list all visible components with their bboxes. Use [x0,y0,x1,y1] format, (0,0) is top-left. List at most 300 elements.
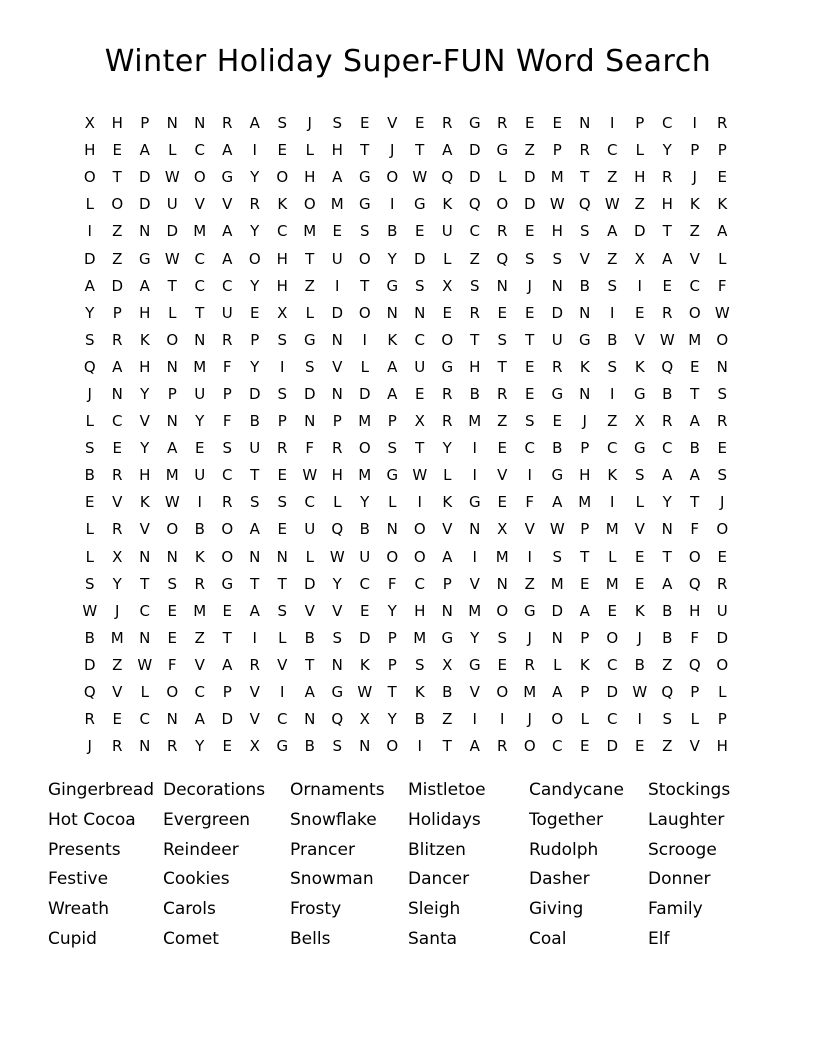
word-item: Sleigh [408,899,461,920]
grid-letter: S [277,493,288,512]
grid-letter: L [85,547,94,566]
grid-letter: U [194,384,206,403]
grid-letter: T [305,249,315,268]
grid-letter: C [689,276,700,295]
grid-letter: M [550,168,564,187]
grid-letter: C [469,222,480,241]
grid-letter: S [552,547,563,566]
grid-letter: C [607,141,618,160]
word-item: Stockings [648,780,731,800]
grid-letter: N [551,628,563,647]
letter-grid [76,110,736,760]
grid-letter: V [387,114,398,133]
grid-letter: H [276,276,288,295]
grid-letter: U [414,357,426,376]
word-column [290,776,408,955]
grid-letter: Y [140,384,150,403]
grid-letter: V [579,249,590,268]
grid-letter: O [386,737,399,756]
grid-letter: S [249,493,260,512]
grid-letter: D [413,249,426,268]
word-column [48,776,163,955]
grid-letter: B [249,412,260,431]
grid-letter: E [580,737,590,756]
grid-letter: W [412,466,428,485]
grid-letter: S [387,439,398,458]
grid-letter: S [167,574,178,593]
word-item: Dasher [529,869,590,890]
grid-letter: L [580,710,589,729]
grid-letter: E [580,574,590,593]
grid-letter: M [413,628,427,647]
grid-letter: A [607,222,618,241]
grid-letter: V [249,710,260,729]
grid-letter: N [716,357,728,376]
word-item: Family [648,899,703,920]
grid-letter: Z [442,710,453,729]
grid-letter: O [551,710,564,729]
grid-letter: P [690,683,700,702]
grid-letter: D [358,628,371,647]
grid-letter: C [112,412,123,431]
grid-letter: O [496,195,509,214]
word-item: Candycane [529,780,624,800]
grid-letter: M [523,683,537,702]
grid-letter: E [277,466,287,485]
grid-letter: E [360,601,370,620]
grid-letter: R [662,303,673,322]
grid-letter: M [358,466,372,485]
grid-letter: G [551,384,564,403]
grid-letter: A [139,276,150,295]
grid-letter: L [305,141,314,160]
grid-letter: E [277,520,287,539]
grid-letter: T [497,357,507,376]
grid-letter: X [634,249,645,268]
grid-letter: S [524,249,535,268]
grid-letter: Z [112,222,123,241]
grid-letter: I [87,222,92,241]
grid-letter: M [468,601,482,620]
grid-letter: F [690,628,700,647]
word-item: Festive [48,869,109,890]
grid-letter: E [497,493,507,512]
grid-letter: Z [662,737,673,756]
grid-letter: A [222,141,233,160]
grid-letter: R [442,384,453,403]
grid-letter: B [414,710,425,729]
grid-letter: N [276,547,288,566]
grid-letter: E [607,601,617,620]
grid-letter: S [634,466,645,485]
grid-letter: Z [634,195,645,214]
grid-letter: W [412,168,428,187]
grid-letter: G [578,330,591,349]
grid-letter: Q [688,655,701,674]
grid-letter: Y [195,737,205,756]
grid-letter: Y [250,276,260,295]
grid-letter: B [634,655,645,674]
grid-letter: P [717,710,727,729]
grid-letter: R [469,303,480,322]
grid-letter: K [277,195,288,214]
grid-letter: J [527,710,532,729]
grid-letter: T [525,330,535,349]
grid-letter: M [688,330,702,349]
word-item: Elf [648,928,670,949]
word-column [163,776,290,955]
grid-letter: V [689,737,700,756]
grid-letter: Q [83,683,96,702]
grid-letter: W [714,303,730,322]
grid-letter: R [524,655,535,674]
word-item: Dancer [408,869,470,890]
grid-letter: G [138,249,151,268]
grid-letter: P [387,655,397,674]
grid-letter: O [688,303,701,322]
grid-letter: Y [112,574,122,593]
grid-letter: M [303,222,317,241]
grid-letter: S [277,330,288,349]
grid-letter: R [497,737,508,756]
grid-letter: R [222,493,233,512]
grid-letter: Q [578,195,591,214]
grid-letter: H [139,466,151,485]
grid-letter: Z [497,412,508,431]
grid-letter: E [112,439,122,458]
grid-letter: O [386,168,399,187]
grid-letter: O [496,683,509,702]
grid-letter: R [249,655,260,674]
grid-letter: D [358,384,371,403]
grid-letter: W [604,195,620,214]
grid-letter: O [276,168,289,187]
grid-letter: G [331,683,344,702]
grid-letter: Y [250,168,260,187]
grid-letter: N [304,412,316,431]
grid-letter: E [442,303,452,322]
grid-letter: G [386,276,399,295]
grid-letter: B [359,520,370,539]
grid-letter: D [166,222,179,241]
grid-letter: W [302,466,318,485]
word-item: Holidays [408,809,481,830]
grid-letter: B [387,222,398,241]
grid-letter: Z [607,168,618,187]
grid-letter: N [166,357,178,376]
grid-letter: P [167,384,177,403]
grid-letter: I [280,683,285,702]
grid-letter: P [580,683,590,702]
grid-letter: G [441,357,454,376]
grid-letter: N [166,710,178,729]
grid-letter: Y [195,412,205,431]
grid-letter: E [497,655,507,674]
grid-letter: N [249,547,261,566]
grid-letter: O [221,520,234,539]
grid-letter: W [329,547,345,566]
grid-letter: S [222,439,233,458]
grid-letter: A [552,493,563,512]
grid-letter: L [718,249,727,268]
grid-letter: L [388,493,397,512]
grid-letter: E [250,303,260,322]
grid-letter: J [720,493,725,512]
grid-letter: A [332,168,343,187]
grid-letter: N [139,628,151,647]
grid-letter: C [304,493,315,512]
grid-letter: V [469,574,480,593]
grid-letter: A [249,520,260,539]
grid-letter: Q [468,195,481,214]
grid-letter: G [633,384,646,403]
puzzle-title: Winter Holiday Super-FUN Word Search [104,44,712,79]
grid-letter: S [524,412,535,431]
grid-letter: H [139,357,151,376]
grid-letter: K [139,493,150,512]
word-item: Comet [163,928,219,949]
grid-letter: S [552,249,563,268]
word-item: Carols [163,899,216,920]
grid-letter: P [387,628,397,647]
grid-letter: J [390,141,395,160]
grid-letter: L [305,547,314,566]
grid-letter: S [607,357,618,376]
grid-letter: E [277,141,287,160]
grid-letter: Y [387,249,397,268]
grid-letter: G [221,574,234,593]
grid-letter: P [250,330,260,349]
grid-letter: N [386,303,398,322]
word-item: Cupid [48,928,97,949]
grid-letter: C [222,466,233,485]
grid-letter: C [662,114,673,133]
grid-letter: C [414,574,425,593]
grid-letter: K [579,357,590,376]
grid-letter: C [194,141,205,160]
grid-letter: D [248,384,261,403]
grid-letter: F [525,493,535,512]
grid-letter: E [635,574,645,593]
grid-letter: D [331,303,344,322]
grid-letter: I [362,330,367,349]
word-list [48,776,768,955]
grid-letter: S [277,601,288,620]
grid-letter: K [442,195,453,214]
grid-letter: E [525,114,535,133]
grid-letter: R [249,195,260,214]
grid-letter: L [85,195,94,214]
grid-letter: B [662,628,673,647]
grid-letter: H [304,168,316,187]
grid-letter: I [610,493,615,512]
grid-letter: T [415,141,425,160]
grid-letter: U [441,222,453,241]
grid-letter: T [470,330,480,349]
grid-letter: M [605,520,619,539]
word-item: Together [529,809,604,830]
grid-letter: W [137,655,153,674]
grid-letter: Q [496,249,509,268]
grid-letter: T [250,466,260,485]
grid-letter: Y [332,574,342,593]
grid-letter: K [442,493,453,512]
grid-letter: A [222,222,233,241]
grid-letter: H [551,222,563,241]
grid-letter: H [84,141,96,160]
grid-letter: W [632,683,648,702]
grid-letter: N [304,710,316,729]
grid-letter: S [84,439,95,458]
grid-letter: O [193,168,206,187]
grid-letter: M [550,574,564,593]
grid-letter: W [164,249,180,268]
grid-letter: A [717,222,728,241]
grid-letter: X [442,655,453,674]
grid-letter: G [303,330,316,349]
grid-letter: A [139,141,150,160]
grid-letter: O [716,520,729,539]
grid-letter: O [166,683,179,702]
grid-letter: Y [662,141,672,160]
grid-letter: H [276,249,288,268]
grid-letter: L [85,520,94,539]
grid-letter: F [690,520,700,539]
grid-letter: N [331,384,343,403]
grid-letter: L [608,547,617,566]
grid-letter: O [221,547,234,566]
grid-letter: H [414,601,426,620]
grid-letter: N [359,737,371,756]
grid-letter: E [195,439,205,458]
grid-letter: L [168,303,177,322]
grid-letter: Y [85,303,95,322]
grid-letter: D [606,737,619,756]
grid-letter: K [139,330,150,349]
grid-letter: D [468,141,481,160]
word-item: Laughter [648,809,725,830]
grid-letter: W [549,195,565,214]
word-item: Snowflake [290,809,377,830]
grid-letter: I [610,384,615,403]
grid-letter: O [386,547,399,566]
grid-letter: J [115,601,120,620]
grid-letter: E [415,114,425,133]
grid-letter: F [167,655,177,674]
grid-letter: D [551,601,564,620]
grid-letter: C [277,710,288,729]
grid-letter: K [717,195,728,214]
grid-letter: L [168,141,177,160]
grid-letter: I [390,195,395,214]
grid-letter: L [360,357,369,376]
grid-letter: N [139,737,151,756]
grid-letter: T [222,628,232,647]
grid-letter: C [414,330,425,349]
grid-letter: S [277,384,288,403]
grid-letter: E [525,303,535,322]
grid-letter: C [607,710,618,729]
grid-letter: E [497,439,507,458]
grid-letter: C [359,574,370,593]
grid-letter: D [303,384,316,403]
grid-letter: O [111,195,124,214]
grid-letter: P [580,439,590,458]
grid-letter: E [222,737,232,756]
grid-letter: C [139,710,150,729]
grid-letter: E [167,601,177,620]
grid-letter: L [498,168,507,187]
grid-letter: Y [360,493,370,512]
grid-letter: T [580,547,590,566]
word-item: Wreath [48,899,109,920]
grid-letter: D [716,628,729,647]
grid-letter: A [662,574,673,593]
grid-letter: U [194,466,206,485]
grid-letter: E [85,493,95,512]
grid-letter: R [552,357,563,376]
grid-letter: I [197,493,202,512]
grid-letter: V [194,195,205,214]
grid-letter: A [194,710,205,729]
grid-letter: N [414,303,426,322]
grid-letter: F [305,439,315,458]
word-item: Scrooge [648,839,717,860]
word-item: Evergreen [163,809,251,830]
grid-letter: X [442,276,453,295]
grid-letter: P [580,628,590,647]
grid-letter: Z [524,574,535,593]
grid-letter: A [552,683,563,702]
grid-letter: S [332,737,343,756]
grid-letter: R [717,574,728,593]
grid-letter: Z [524,141,535,160]
grid-letter: A [304,683,315,702]
grid-letter: E [497,303,507,322]
grid-letter: Z [607,412,618,431]
grid-letter: Z [662,655,673,674]
grid-letter: G [468,114,481,133]
grid-letter: F [222,357,232,376]
grid-letter: D [83,249,96,268]
grid-letter: G [633,439,646,458]
grid-letter: O [496,601,509,620]
grid-letter: E [717,439,727,458]
grid-letter: P [717,141,727,160]
grid-letter: T [305,655,315,674]
grid-letter: E [717,547,727,566]
grid-letter: C [277,222,288,241]
grid-letter: O [358,439,371,458]
grid-letter: H [634,168,646,187]
grid-letter: X [277,303,288,322]
grid-letter: L [85,412,94,431]
grid-letter: A [84,276,95,295]
grid-letter: I [610,114,615,133]
grid-letter: A [442,547,453,566]
grid-letter: G [386,466,399,485]
grid-letter: I [472,466,477,485]
grid-letter: S [579,222,590,241]
grid-letter: I [610,303,615,322]
grid-letter: T [690,493,700,512]
grid-letter: Q [331,710,344,729]
grid-letter: R [717,114,728,133]
grid-letter: C [194,683,205,702]
grid-letter: A [112,357,123,376]
grid-letter: Q [688,574,701,593]
grid-letter: G [468,655,481,674]
